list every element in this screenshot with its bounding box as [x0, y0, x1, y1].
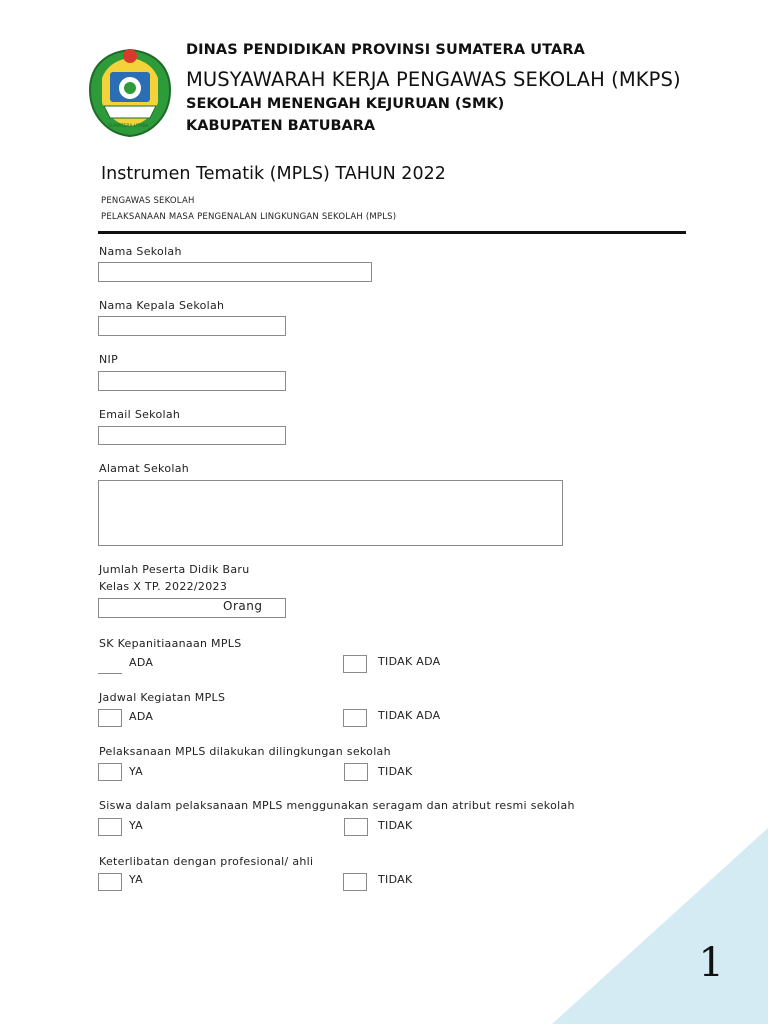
label-nip: NIP	[99, 353, 119, 366]
option-label: TIDAK ADA	[378, 655, 441, 668]
option-label: TIDAK	[378, 765, 413, 778]
question-label: Pelaksanaan MPLS dilakukan dilingkungan sekolah	[99, 745, 391, 758]
label-alamat-sekolah: Alamat Sekolah	[99, 462, 190, 475]
checkbox-ya[interactable]	[98, 873, 122, 891]
header-line-3: SEKOLAH MENENGAH KEJURUAN (SMK)	[186, 96, 505, 112]
jumlah-peserta-input[interactable]	[98, 598, 286, 618]
label-nama-sekolah: Nama Sekolah	[99, 245, 182, 258]
question-label: Keterlibatan dengan profesional/ ahli	[99, 855, 314, 868]
header-line-2: MUSYAWARAH KERJA PENGAWAS SEKOLAH (MKPS)	[186, 68, 681, 91]
option-label: TIDAK ADA	[378, 709, 441, 722]
option-label: YA	[129, 765, 143, 778]
email-sekolah-input[interactable]	[98, 426, 286, 445]
checkbox-tidak[interactable]	[344, 763, 368, 781]
question-label: SK Kepanitiaanaan MPLS	[99, 637, 242, 650]
checkbox-tidak-ada[interactable]	[343, 709, 367, 727]
option-label: YA	[129, 819, 143, 832]
label-nama-kepala-sekolah: Nama Kepala Sekolah	[99, 299, 225, 312]
checkbox-tidak[interactable]	[343, 873, 367, 891]
nama-kepala-sekolah-input[interactable]	[98, 316, 286, 336]
logo-ribbon-text: SUMATERA UTARA	[108, 124, 149, 129]
option-label: YA	[129, 873, 143, 886]
nip-input[interactable]	[98, 371, 286, 391]
page-number: 1	[698, 940, 724, 986]
checkbox-tidak[interactable]	[344, 818, 368, 836]
subtitle-1: PENGAWAS SEKOLAH	[101, 196, 195, 206]
checkbox-ya[interactable]	[98, 763, 122, 781]
checkbox-ada[interactable]	[98, 656, 122, 674]
header-line-1: DINAS PENDIDIKAN PROVINSI SUMATERA UTARA	[186, 42, 585, 58]
checkbox-ya[interactable]	[98, 818, 122, 836]
label-jumlah-peserta-2: Kelas X TP. 2022/2023	[99, 580, 228, 593]
page-title: Instrumen Tematik (MPLS) TAHUN 2022	[101, 164, 446, 184]
question-label: Siswa dalam pelaksanaan MPLS menggunakan seragam dan atribut resmi sekolah	[99, 799, 575, 812]
label-jumlah-peserta-1: Jumlah Peserta Didik Baru	[99, 563, 250, 576]
option-label: TIDAK	[378, 873, 413, 886]
option-label: ADA	[129, 710, 154, 723]
unit-orang: Orang	[223, 599, 263, 613]
option-label: ADA	[129, 656, 154, 669]
checkbox-tidak-ada[interactable]	[343, 655, 367, 673]
header-line-4: KABUPATEN BATUBARA	[186, 118, 376, 134]
label-email-sekolah: Email Sekolah	[99, 408, 181, 421]
nama-sekolah-input[interactable]	[98, 262, 372, 282]
option-label: TIDAK	[378, 819, 413, 832]
divider-rule	[98, 231, 686, 234]
checkbox-ada[interactable]	[98, 709, 122, 727]
alamat-sekolah-textarea[interactable]	[98, 480, 563, 546]
question-label: Jadwal Kegiatan MPLS	[99, 691, 226, 704]
subtitle-2: PELAKSANAAN MASA PENGENALAN LINGKUNGAN SEKOLAH (MPLS)	[101, 212, 397, 222]
